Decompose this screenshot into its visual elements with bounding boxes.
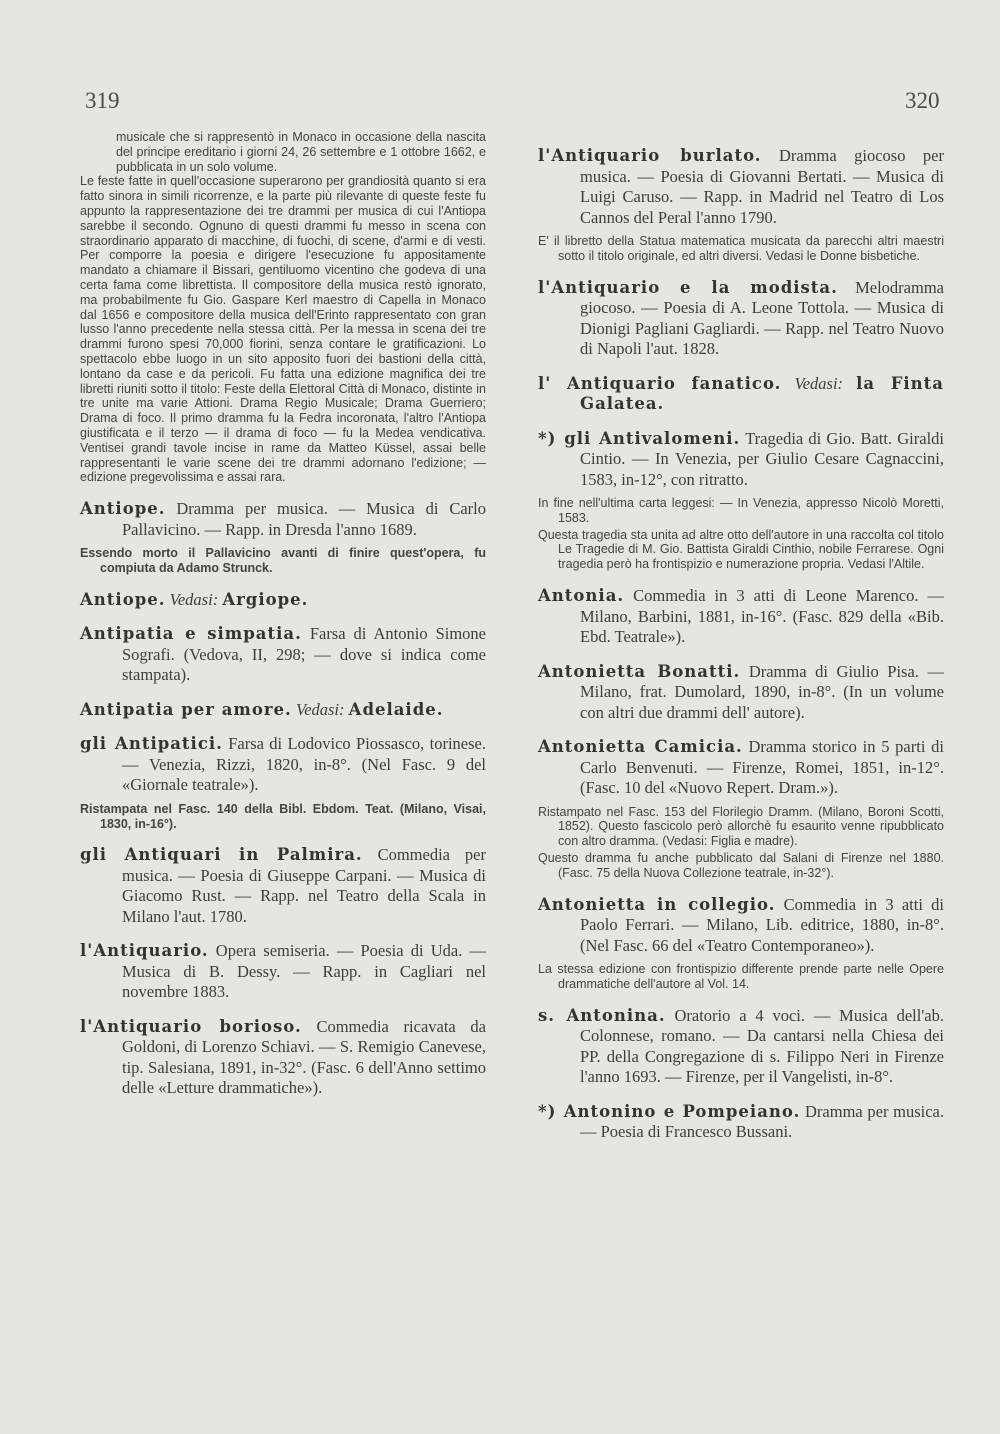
entry-title: Antipatia e simpatia. <box>80 624 302 644</box>
entry-title: l'Antiquario. <box>80 941 209 961</box>
entry-note: Essendo morto il Pallavicino avanti di finire quest'opera, fu compiuta da Adamo Strunck. <box>80 546 486 575</box>
entry-note: La stessa edizione con frontispizio differente prende parte nelle Opere drammatiche dell'autore al Vol. 14. <box>538 962 944 991</box>
entry-text: Commedia in 3 atti di Paolo Ferrari. — Milano, Lib. editrice, 1880, in-8°. (Nel Fasc. 66 del «Teatro Contemporaneo»). <box>580 894 944 955</box>
page-number-right: 320 <box>905 88 940 113</box>
entry-note: Questo dramma fu anche pubblicato dal Salani di Firenze nel 1880. (Fasc. 75 della Nuova Collezione teatrale, in-32°). <box>538 850 944 880</box>
entry <box>80 590 486 611</box>
entry-text: Commedia in 3 atti di Leone Marenco. — Milano, Barbini, 1881, in-16°. (Fasc. 829 della «Bib. Ebd. Teatrale»). <box>580 586 944 647</box>
entry-text: Dramma per musica. — Musica di Carlo Pallavicino. — Rapp. in Dresda l'anno 1689. <box>122 499 486 539</box>
entry-text: Farsa di Lodovico Piossasco, torinese. — Venezia, Rizzi, 1820, in-8°. (Nel Fasc. 9 del «Giornale teatrale»). <box>122 734 486 795</box>
entry-text: Dramma per musica. — Poesia di Francesco Bussani. <box>580 1101 944 1142</box>
entry-crossref: la Finta Galatea. <box>580 373 944 414</box>
entry <box>538 737 944 799</box>
intro-continuation: musicale che si rappresentò in Monaco in occasione della nascita del principe ereditario i giorni 24, 26 settembre e 1 ottobre 1662, e pubblicata in un solo volume. <box>116 130 486 174</box>
entry-text: Opera semiseria. — Poesia di Uda. — Musica di B. Dessy. — Rapp. in Cagliari nel novembre 1883. <box>122 941 486 1002</box>
entry-text: Melodramma giocoso. — Poesia di A. Leone Tottola. — Musica di Dionigi Pagliani Gagliardi. — Rapp. nel Teatro Nuovo di Napoli l'aut. 1828. <box>580 277 944 359</box>
entry <box>538 895 944 957</box>
entry-note: In fine nell'ultima carta leggesi: — In Venezia, appresso Nicolò Moretti, 1583. <box>538 496 944 525</box>
entry <box>538 374 944 415</box>
left-column <box>80 130 486 1099</box>
entry <box>80 734 486 796</box>
entry <box>80 1017 486 1099</box>
entry-title: *) gli Antivalomeni. <box>538 428 741 448</box>
entry <box>538 429 944 491</box>
entry-title: l'Antiquario borioso. <box>80 1016 302 1036</box>
entry-note: Ristampato nel Fasc. 153 del Florilegio Dramm. (Milano, Boroni Scotti, 1852). Questo fascicolo però allorchè fu esaurito venne ripubblicato con altro dramma. (Vedasi: Figlia e madre). <box>538 804 944 849</box>
entry-title: Antiope. <box>80 589 166 609</box>
entry-note: Ristampata nel Fasc. 140 della Bibl. Ebdom. Teat. (Milano, Visai, 1830, in-16°). <box>80 801 486 831</box>
entry <box>80 624 486 686</box>
entry-text: Dramma di Giulio Pisa. — Milano, frat. Dumolard, 1890, in-8°. (In un volume con altri due drammi dell' autore). <box>580 661 945 722</box>
entry <box>538 662 944 724</box>
entry <box>538 1006 944 1088</box>
entry <box>538 1102 944 1143</box>
entry <box>80 845 486 927</box>
entry-title: *) Antonino e Pompeiano. <box>538 1101 801 1121</box>
entry-title: s. Antonina. <box>538 1005 666 1025</box>
entry-note: E' il libretto della Statua matematica musicata da parecchi altri maestri sotto il titolo originale, ed altri diversi. Vedasi le Donne bisbetiche. <box>538 234 944 263</box>
entry-title: l'Antiquario e la modista. <box>538 277 838 297</box>
entry-text: Farsa di Antonio Simone Sografi. (Vedova, II, 298; — dove si indica come stampata). <box>122 624 486 685</box>
entry <box>538 146 944 228</box>
entry-crossref: Argiope. <box>222 589 309 609</box>
entry-text: Vedasi: <box>781 373 857 393</box>
entry-text: Tragedia di Gio. Batt. Giraldi Cintio. — In Venezia, per Giulio Cesare Cagnaccini, 1583, in-12°, con ritratto. <box>580 428 945 489</box>
entry-text: Dramma giocoso per musica. — Poesia di Giovanni Bertati. — Musica di Luigi Caruso. — Rapp. in Madrid nel Teatro di Los Cannos del Peral l'anno 1790. <box>580 146 944 227</box>
intro-paragraph: Le feste fatte in quell'occasione superarono per grandiosità quanto si era fatto sinora in simili ricorrenze, e la parte più rilevante di queste feste fu appunto la rappresentazione dei tre drammi per musica di cui l'Antiopa sarebbe il secondo. Ognuno di questi drammi fu messo in scena con straordinario apparato di macchine, di fuochi, di scene, d'armi e di vesti. Per comporre la poesia e dirigere l'esecuzione fu appositamente mandato a chiamare il Bissari, gentiluomo vicentino che godeva di una certa fama come librettista. Il compositore della musica restò ignorato, ma probabilmente fu Gio. Gaspare Kerl maestro di Capella in Monaco dal 1656 e compositore della musica dell'Erinto rappresentato con gran lusso l'anno precedente nella stessa città. Per la messa in scena dei tre drammi furono spesi 70,000 fiorini, senza contare le gratificazioni. Lo spettacolo ebbe luogo in un sito apposito fuori dei bastioni della città, lontano da case e da pericoli. Fu fatta una edizione magnifica dei tre libretti riuniti sotto il titolo: Feste della Elettoral Città di Monaco, distinte in tre unite ma varie Attioni. Drama Regio Musicale; Drama Guerriero; Drama di foco. Il primo dramma fu la Fedra incoronata, l'altro l'Antiopa giustificata e il terzo — il drama di foco — fu la Medea vendicativa. Ventisei grandi tavole incise in rame da Matteo Küssel, assai belle rappresentanti le varie scene dei tre drammi adornano l'edizione; — edizione pregevolissima e assai rara. <box>80 174 486 485</box>
entry-title: Antipatia per amore. <box>80 699 292 719</box>
entry-note: Questa tragedia sta unita ad altre otto dell'autore in una raccolta col titolo Le Tragedie di M. Gio. Battista Giraldi Cinthio, nobile Ferrarese. Ogni tragedia però ha frontispizio e numerazione propria. Vedasi l'Altile. <box>538 527 944 572</box>
entry-crossref: Adelaide. <box>348 699 444 719</box>
entry-text: Oratorio a 4 voci. — Musica dell'ab. Colonnese, romano. — Da cantarsi nella Chiesa dei PP. della Congregazione di s. Filippo Neri in Firenze l'anno 1693. — Firenze, per il Vangelisti, in-8°. <box>580 1005 944 1087</box>
entry <box>80 941 486 1003</box>
page-number-left: 319 <box>85 88 120 113</box>
entry-text: Vedasi: <box>291 699 349 719</box>
entry-title: Antonietta Camicia. <box>538 737 743 757</box>
entry-text: Vedasi: <box>165 589 223 609</box>
entry-title: Antonia. <box>538 586 625 606</box>
entry-title: gli Antipatici. <box>80 734 223 754</box>
entry-text: Commedia ricavata da Goldoni, di Lorenzo Schiavi. — S. Remigio Canevese, tip. Salesiana, 1891, in-32°. (Fasc. 6 dell'Anno settimo delle «Letture drammatiche»). <box>122 1016 487 1098</box>
entry-title: l' Antiquario fanatico. <box>538 373 782 393</box>
entry-title: l'Antiquario burlato. <box>538 146 762 165</box>
entry <box>538 278 944 360</box>
entry-title: Antonietta Bonatti. <box>538 661 741 681</box>
entry-title: Antiope. <box>80 499 166 519</box>
right-column <box>538 130 944 1143</box>
entry <box>538 586 944 648</box>
entry-text: Dramma storico in 5 parti di Carlo Benvenuti. — Firenze, Romei, 1851, in-12°. (Fasc. 10 del «Nuovo Repert. Dram.»). <box>580 737 944 798</box>
entry <box>80 499 486 540</box>
entry-title: Antonietta in collegio. <box>538 894 776 914</box>
entry-title: gli Antiquari in Palmira. <box>80 845 363 865</box>
entry <box>80 700 486 721</box>
entry-text: Commedia per musica. — Poesia di Giuseppe Carpani. — Musica di Giacomo Rust. — Rapp. nel Teatro della Scala in Milano l'aut. 1780. <box>122 845 486 926</box>
